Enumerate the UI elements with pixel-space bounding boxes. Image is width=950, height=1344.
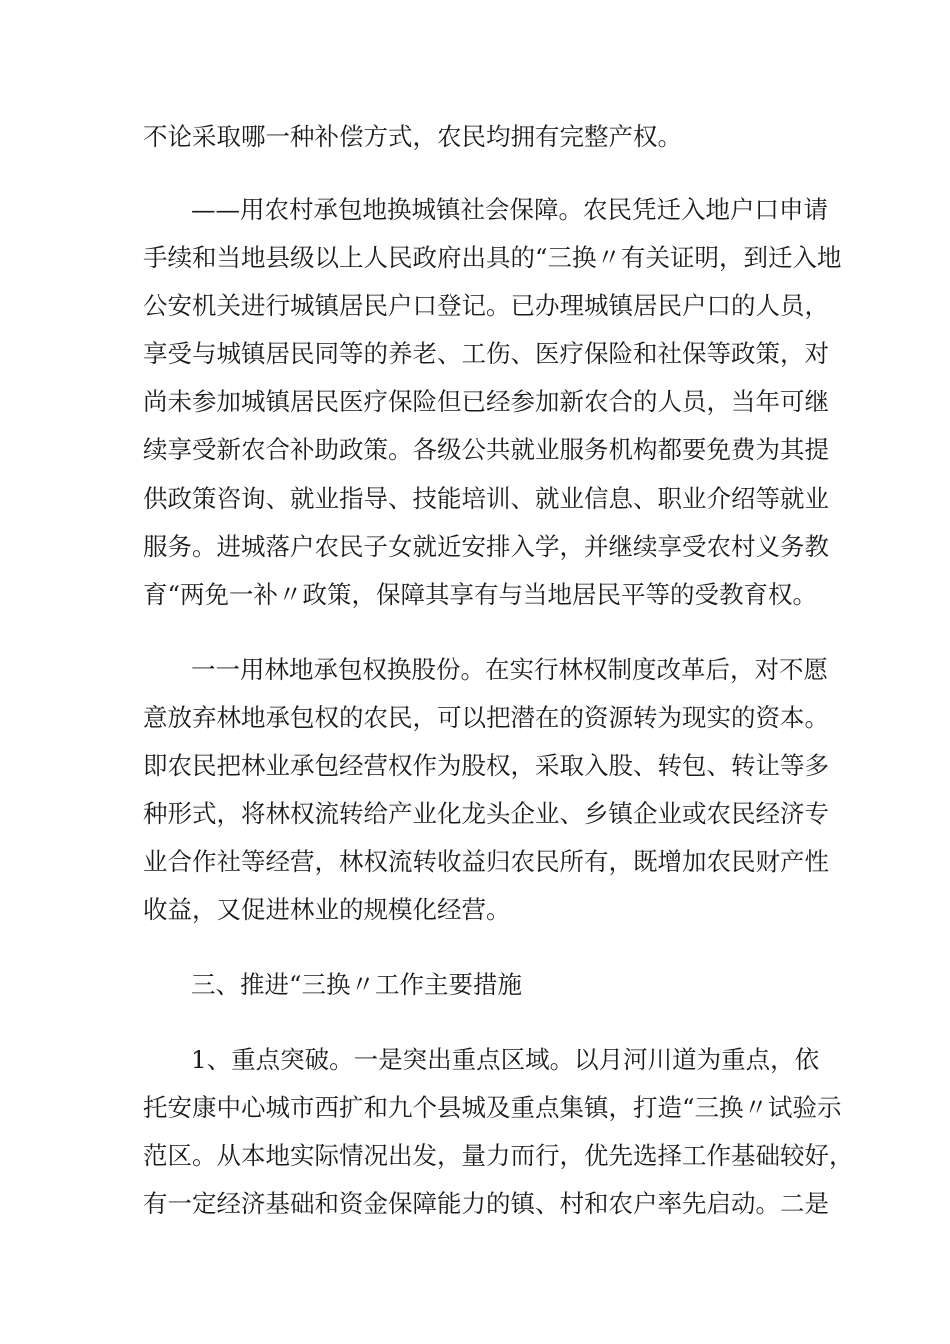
text-line: 不论采取哪一种补偿方式，农民均拥有完整产权。 <box>143 122 682 151</box>
text-line: 1、重点突破。一是突出重点区域。以月河川道为重点，依 <box>191 1045 820 1074</box>
text-line: 范区。从本地实际情况出发，量力而行，优先选择工作基础较好， <box>143 1141 854 1170</box>
text-line: 服务。进城落户农民子女就近安排入学，并继续享受农村义务教 <box>143 532 829 561</box>
text-line: 供政策咨询、就业指导、技能培训、就业信息、职业介绍等就业 <box>143 484 829 513</box>
text-line: 意放弃林地承包权的农民，可以把潜在的资源转为现实的资本。 <box>143 703 829 732</box>
text-line: 种形式，将林权流转给产业化龙头企业、乡镇企业或农民经济专 <box>143 799 829 828</box>
text-line: 一一用林地承包权换股份。在实行林权制度改革后，对不愿 <box>191 655 828 684</box>
text-line: 手续和当地县级以上人民政府出具的“三换〃有关证明，到迁入地 <box>143 243 842 272</box>
text-line: 有一定经济基础和资金保障能力的镇、村和农户率先启动。二是 <box>143 1189 829 1218</box>
text-line: 托安康中心城市西扩和九个县城及重点集镇，打造“三换〃试验示 <box>143 1093 842 1122</box>
text-line: 尚未参加城镇居民医疗保险但已经参加新农合的人员，当年可继 <box>143 387 829 416</box>
text-line: ——用农村承包地换城镇社会保障。农民凭迁入地户口申请 <box>191 195 828 224</box>
text-line: 收益，又促进林业的规模化经营。 <box>143 895 511 924</box>
text-line: 业合作社等经营，林权流转收益归农民所有，既增加农民财产性 <box>143 847 829 876</box>
text-line: 续享受新农合补助政策。各级公共就业服务机构都要免费为其提 <box>143 435 829 464</box>
text-line: 享受与城镇居民同等的养老、工伤、医疗保险和社保等政策，对 <box>143 339 829 368</box>
text-line: 育“两免一补〃政策，保障其享有与当地居民平等的受教育权。 <box>143 580 818 609</box>
text-line: 公安机关进行城镇居民户口登记。已办理城镇居民户口的人员， <box>143 291 829 320</box>
text-line: 即农民把林业承包经营权作为股权，采取入股、转包、转让等多 <box>143 751 829 780</box>
section-heading: 三、推进“三换〃工作主要措施 <box>191 970 523 999</box>
